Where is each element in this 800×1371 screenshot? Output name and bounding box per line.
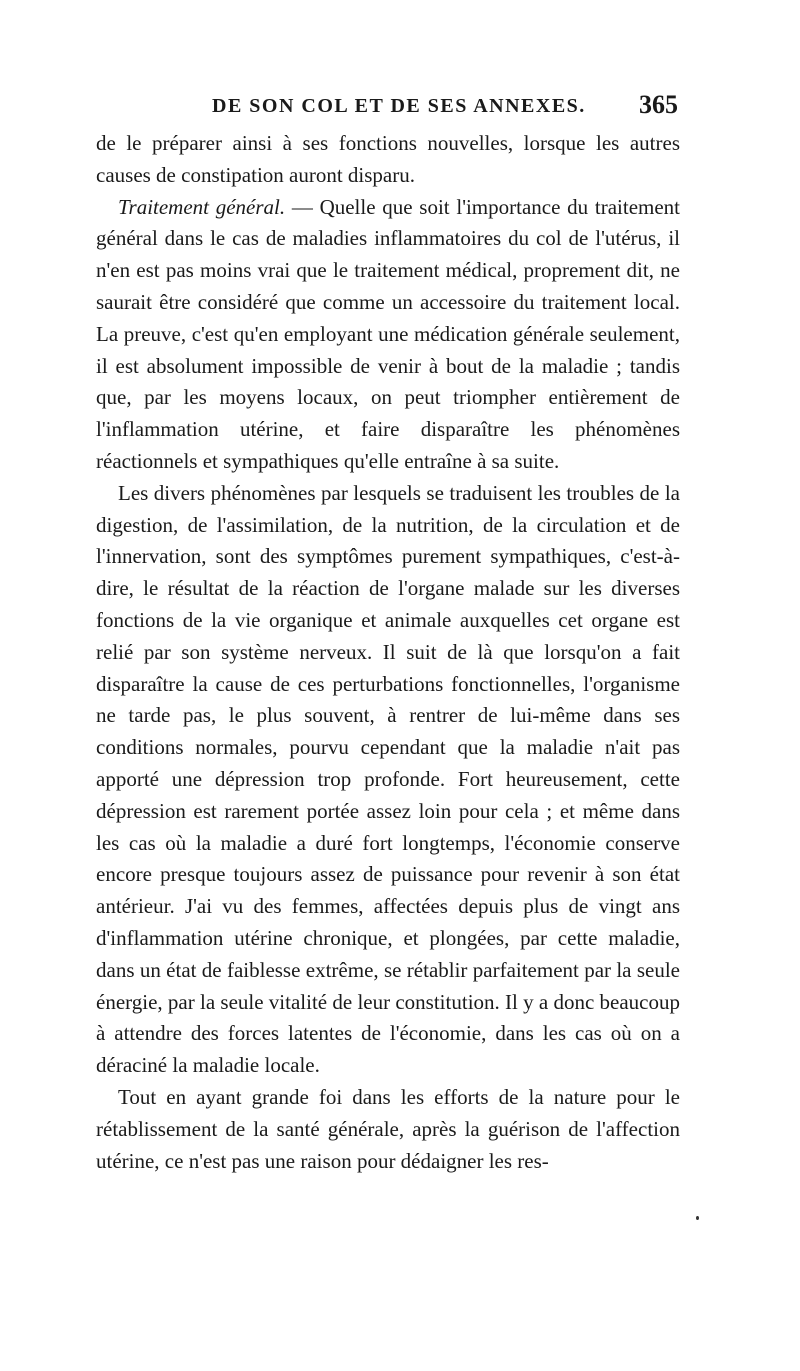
- running-head: [212, 88, 678, 124]
- paragraph-traitement-general: [96, 192, 680, 478]
- body-text: [96, 128, 680, 1177]
- section-lead: Traitement général.: [118, 194, 286, 219]
- paragraph-continuation: de le préparer ainsi à ses fonctions nouvelles, lorsque les autres causes de constipation auront disparu.: [96, 131, 680, 187]
- page-number: 365: [639, 90, 678, 119]
- paragraph-text: — Quelle que soit l'importance du traitement général dans le cas de maladies inflammatoires du col de l'utérus, il n'en est pas moins vrai que le traitement médical, proprement dit, ne saurait être considéré que comme un accessoire du traitement local. La preuve, c'est qu'en employant une médication générale seulement, il est absolument impossible de venir à bout de la maladie ; tandis que, par les moyens locaux, on peut triompher entièrement de l'inflammation utérine, et faire disparaître les phénomènes réactionnels et sympathiques qu'elle entraîne à sa suite.: [96, 194, 680, 473]
- running-head-title: DE SON COL ET DE SES ANNEXES.: [212, 95, 586, 117]
- ink-speck: [696, 1216, 699, 1220]
- paragraph-phenomenes: Les divers phénomènes par lesquels se traduisent les troubles de la digestion, de l'assimilation, de la nutrition, de la circulation et de l'innervation, sont des symptômes purement sympathiques, c'est-à-dire, le résultat de la réaction de l'organe malade sur les diverses fonctions de la vie organique et animale auxquelles cet organe est relié par son système nerveux. Il suit de là que lorsqu'on a fait disparaître la cause de ces perturbations fonctionnelles, l'organisme ne tarde pas, le plus souvent, à rentrer de lui-même dans ses conditions normales, pourvu cependant que la maladie n'ait pas apporté une dépression trop profonde. Fort heureusement, cette dépression est rarement portée assez loin pour cela ; et même dans les cas où la maladie a duré fort longtemps, l'économie conserve encore presque toujours assez de puissance pour revenir à son état antérieur. J'ai vu des femmes, affectées depuis plus de vingt ans d'inflammation utérine chronique, et plongées, par cette maladie, dans un état de faiblesse extrême, se rétablir parfaitement par la seule énergie, par la seule vitalité de leur constitution. Il y a donc beaucoup à attendre des forces latentes de l'économie, dans les cas où on a déraciné la maladie locale.: [96, 480, 680, 1078]
- paragraph-conclusion: Tout en ayant grande foi dans les efforts de la nature pour le rétablissement de la santé générale, après la guérison de l'affection utérine, ce n'est pas une raison pour dédaigner les res-: [96, 1084, 680, 1173]
